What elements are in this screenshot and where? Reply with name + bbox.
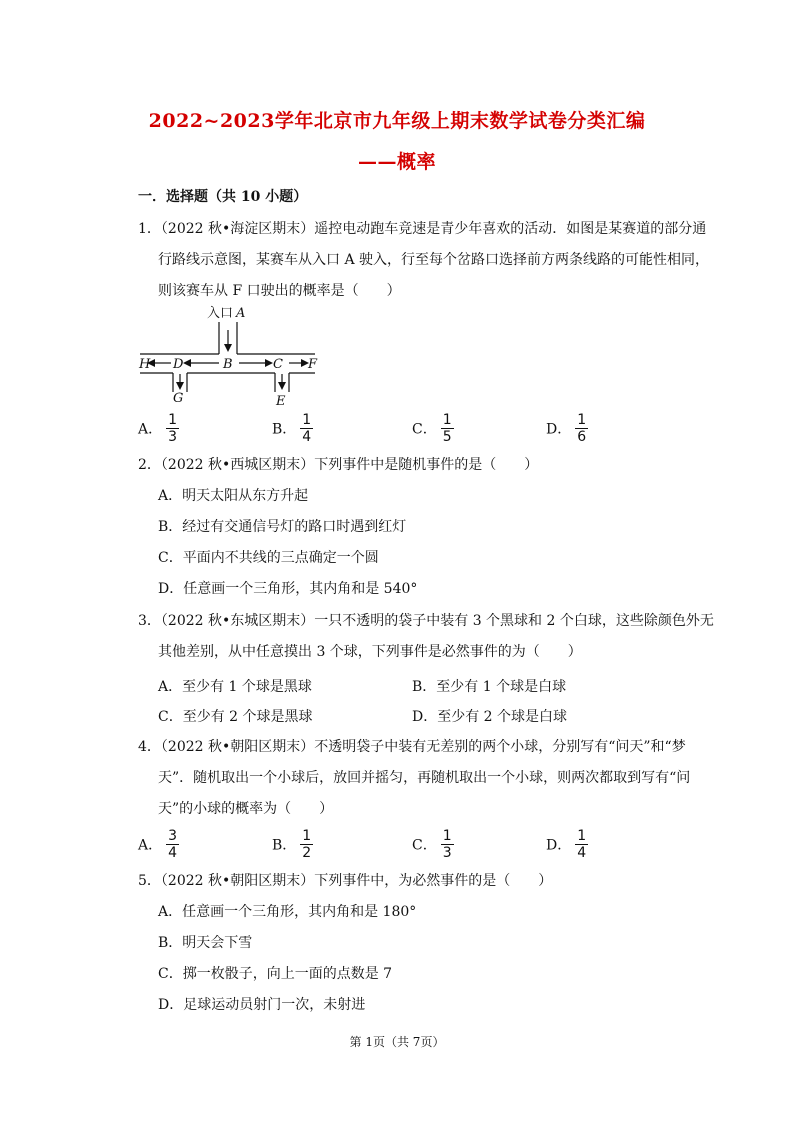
question-1-option-c[interactable]: C． $\frac{1}{5}$ bbox=[412, 412, 452, 445]
diagram-label-b: B bbox=[223, 357, 233, 372]
question-3 bbox=[138, 606, 714, 668]
question-1 bbox=[138, 214, 709, 307]
question-4-line-1: 4．（2022 秋•朝阳区期末）不透明袋子中装有无差别的两个小球，分别写有“问天”和“梦 bbox=[138, 739, 686, 755]
page-title: 2022~2023学年北京市九年级上期末数学试卷分类汇编 bbox=[148, 110, 646, 132]
question-2-line-1: 2．（2022 秋•西城区期末）下列事件中是随机事件的是（ ） bbox=[138, 457, 539, 473]
question-1-line-2: 行路线示意图，某赛车从入口 A 驶入，行至每个岔路口选择前方两条线路的可能性相同， bbox=[158, 252, 710, 268]
fraction: $\frac{1}{3}$ bbox=[442, 828, 452, 861]
track-diagram bbox=[135, 302, 335, 412]
question-4-line-3: 天”的小球的概率为（ ） bbox=[158, 801, 334, 817]
diagram-entrance-label: 入口 bbox=[207, 306, 234, 321]
diagram-label-c: C bbox=[273, 357, 283, 372]
question-1-option-b[interactable]: B． $\frac{1}{4}$ bbox=[272, 412, 312, 445]
question-4-option-b[interactable]: B． $\frac{1}{2}$ bbox=[272, 828, 312, 861]
question-1-option-a[interactable]: A． $\frac{1}{3}$ bbox=[138, 412, 178, 445]
question-5 bbox=[138, 866, 552, 1021]
page-footer: 第 1页（共 7页） bbox=[349, 1035, 445, 1049]
question-3-option-a[interactable]: A．至少有 1 个球是黑球 bbox=[158, 679, 312, 695]
question-2-option-a[interactable]: A．明天太阳从东方升起 bbox=[158, 488, 309, 504]
fraction: $\frac{1}{4}$ bbox=[302, 412, 312, 445]
fraction: $\frac{3}{4}$ bbox=[168, 828, 178, 861]
question-2 bbox=[138, 450, 538, 605]
fraction: $\frac{1}{5}$ bbox=[442, 412, 452, 445]
question-5-option-b[interactable]: B．明天会下雪 bbox=[158, 935, 253, 951]
diagram-label-a: A bbox=[236, 306, 246, 321]
question-2-option-d[interactable]: D．任意画一个三角形，其内角和是 540° bbox=[158, 581, 418, 597]
question-4-option-d[interactable]: D． $\frac{1}{4}$ bbox=[546, 828, 587, 861]
diagram-label-e: E bbox=[276, 394, 286, 409]
fraction: $\frac{1}{6}$ bbox=[577, 412, 587, 445]
diagram-label-d: D bbox=[173, 357, 184, 372]
fraction: $\frac{1}{3}$ bbox=[168, 412, 178, 445]
question-4-line-2: 天”．随机取出一个小球后，放回并摇匀，再随机取出一个小球，则两次都取到写有“问 bbox=[158, 770, 691, 786]
question-1-option-d[interactable]: D． $\frac{1}{6}$ bbox=[546, 412, 587, 445]
fraction: $\frac{1}{4}$ bbox=[577, 828, 587, 861]
question-2-option-b[interactable]: B．经过有交通信号灯的路口时遇到红灯 bbox=[158, 519, 407, 535]
page-subtitle: ——概率 bbox=[357, 151, 436, 173]
question-5-option-a[interactable]: A．任意画一个三角形，其内角和是 180° bbox=[158, 904, 417, 920]
question-5-line-1: 5．（2022 秋•朝阳区期末）下列事件中，为必然事件的是（ ） bbox=[138, 873, 553, 889]
question-5-option-d[interactable]: D．足球运动员射门一次，未射进 bbox=[158, 997, 366, 1013]
question-3-line-1: 3．（2022 秋•东城区期末）一只不透明的袋子中装有 3 个黑球和 2 个白球，这些除颜色外无 bbox=[138, 613, 714, 629]
diagram-label-g: G bbox=[173, 391, 184, 406]
question-4 bbox=[138, 732, 690, 825]
question-3-option-d[interactable]: D．至少有 2 个球是白球 bbox=[412, 709, 568, 725]
question-4-option-c[interactable]: C． $\frac{1}{3}$ bbox=[412, 828, 452, 861]
question-1-line-3: 则该赛车从 F 口驶出的概率是（ ） bbox=[158, 283, 401, 299]
question-4-option-a[interactable]: A． $\frac{3}{4}$ bbox=[138, 828, 178, 861]
fraction: $\frac{1}{2}$ bbox=[302, 828, 312, 861]
question-3-line-2: 其他差别，从中任意摸出 3 个球，下列事件是必然事件的为（ ） bbox=[158, 644, 582, 660]
question-2-option-c[interactable]: C．平面内不共线的三点确定一个圆 bbox=[158, 550, 379, 566]
section-heading: 一．选择题（共 10 小题） bbox=[138, 189, 308, 205]
question-5-option-c[interactable]: C．掷一枚骰子，向上一面的点数是 7 bbox=[158, 966, 393, 982]
question-3-option-b[interactable]: B．至少有 1 个球是白球 bbox=[412, 679, 567, 695]
question-1-line-1: 1．（2022 秋•海淀区期末）遥控电动跑车竞速是青少年喜欢的活动．如图是某赛道的部分通 bbox=[138, 221, 707, 237]
diagram-label-h: H bbox=[139, 357, 151, 372]
question-3-option-c[interactable]: C．至少有 2 个球是黑球 bbox=[158, 709, 313, 725]
diagram-label-f: F bbox=[308, 357, 318, 372]
